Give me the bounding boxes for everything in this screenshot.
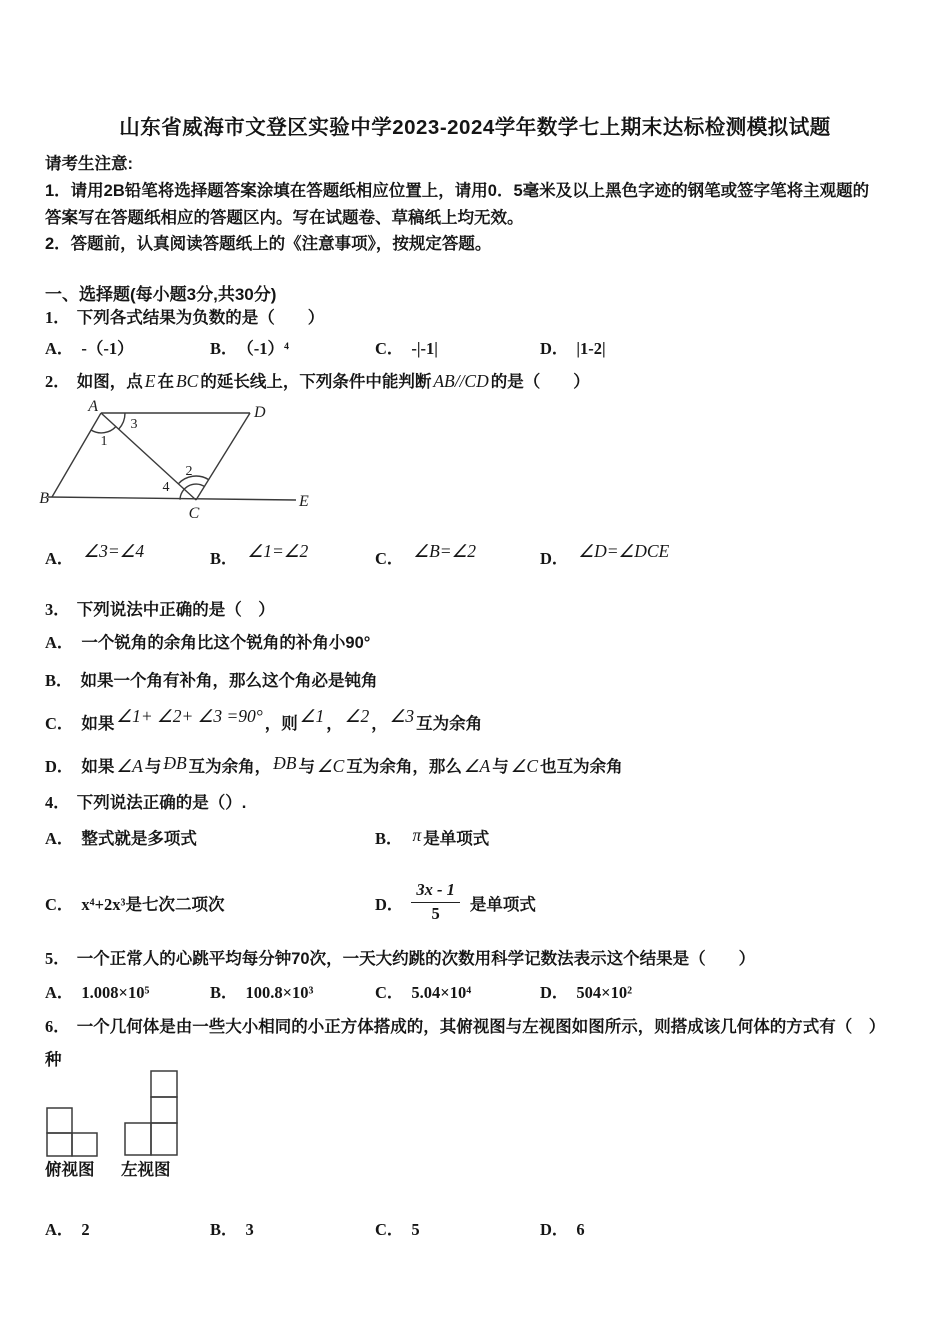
q5-option-c: C． 5.04×10⁴ xyxy=(375,983,472,1002)
q2-option-a: A． ∠3=∠4 xyxy=(45,541,145,568)
question-5-options xyxy=(45,979,907,1007)
question-3-text: 下列说法中正确的是（ ） xyxy=(76,601,275,619)
q4-option-c: C． x⁴+2x³是七次二项次 xyxy=(45,894,225,914)
question-6-options xyxy=(45,1216,907,1244)
angle-label-2: 2 xyxy=(185,464,193,479)
q2-geometry-figure xyxy=(38,398,328,524)
section-heading: 一、选择题(每小题3分,共30分) xyxy=(45,285,277,304)
question-1-text: 下列各式结果为负数的是（ ） xyxy=(76,309,325,327)
q6-option-b: B． 3 xyxy=(210,1220,254,1239)
q1-option-a: A． -（-1） xyxy=(45,339,134,358)
angle-label-3: 3 xyxy=(130,417,138,432)
question-6-stem-line-1: 6． 一个几何体是由一些大小相同的小正方体搭成的，其俯视图与左视图如图所示，则搭成该几何体的方式有（ ） xyxy=(45,1017,886,1036)
question-3-number: 3． xyxy=(45,600,70,619)
q4-option-b: B． π 是单项式 xyxy=(375,825,490,848)
q3-option-c: C． 如果 ∠1+ ∠2+ ∠3 =90° ，则 ∠1 ， ∠2 ， ∠3 互为余角 xyxy=(45,706,483,733)
angle-label-1: 1 xyxy=(100,434,108,449)
q1-option-b: B． （-1）⁴ xyxy=(210,339,289,358)
q6-top-view-figure xyxy=(46,1107,102,1159)
left-view-cells xyxy=(125,1071,177,1155)
figure-lines xyxy=(48,413,296,500)
question-2-options xyxy=(45,541,907,573)
angle-label-4: 4 xyxy=(162,480,170,495)
notice-heading: 请考生注意: xyxy=(45,155,133,173)
question-6-number: 6． xyxy=(45,1017,70,1036)
question-1-number: 1． xyxy=(45,308,70,327)
question-5-stem xyxy=(45,945,907,973)
question-4-number: 4． xyxy=(45,793,70,812)
point-label-b: B xyxy=(39,490,49,507)
question-3-stem xyxy=(45,596,907,624)
q2-option-d: D． ∠D=∠DCE xyxy=(540,541,670,568)
top-view-label: 俯视图 xyxy=(45,1161,95,1179)
question-2-number: 2． xyxy=(45,372,70,391)
question-5-number: 5． xyxy=(45,949,70,968)
q3-option-b: B． 如果一个角有补角，那么这个角必是钝角 xyxy=(45,671,378,690)
fraction: $\frac{3x - 1}{5}$ xyxy=(411,881,460,924)
q3-option-a: A． 一个锐角的余角比这个锐角的补角小90° xyxy=(45,633,371,652)
question-4-stem xyxy=(45,789,907,817)
q4-options-row-1 xyxy=(45,825,907,853)
question-6-stem-line-2: 种 xyxy=(45,1051,62,1069)
point-label-c: C xyxy=(188,505,200,522)
q4-option-d: D． $\frac{3x - 1}{5}$ 是单项式 xyxy=(375,880,536,923)
point-label-e: E xyxy=(299,493,309,510)
notice-item-1-line-2: 答案写在答题纸相应的答题区内。写在试题卷、草稿纸上均无效。 xyxy=(45,209,524,227)
q4-options-row-2 xyxy=(45,880,907,927)
q4-option-a: A． 整式就是多项式 xyxy=(45,829,197,848)
notice-item-1-line-1: 1．请用2B铅笔将选择题答案涂填在答题纸相应位置上，请用0．5毫米及以上黑色字迹的钢笔或签字笔将主观题的 xyxy=(45,182,870,200)
q5-option-d: D． 504×10² xyxy=(540,983,633,1002)
question-1-options xyxy=(45,335,907,363)
q6-option-c: C． 5 xyxy=(375,1220,420,1239)
q2-option-c: C． ∠B=∠2 xyxy=(375,541,477,568)
q6-option-a: A． 2 xyxy=(45,1220,90,1239)
left-view-label: 左视图 xyxy=(121,1161,171,1179)
q1-option-c: C． -|-1| xyxy=(375,339,438,358)
top-view-cells xyxy=(47,1108,97,1156)
q2-option-b: B． ∠1=∠2 xyxy=(210,541,309,568)
q1-option-d: D． |1-2| xyxy=(540,339,606,358)
question-5-text: 一个正常人的心跳平均每分钟70次，一天大约跳的次数用科学记数法表示这个结果是（ ） xyxy=(76,950,756,968)
page-title: 山东省威海市文登区实验中学2023-2024学年数学七上期末达标检测模拟试题 xyxy=(119,116,831,139)
point-label-d: D xyxy=(254,404,266,421)
q3-option-d: D． 如果 ∠A 与 ÐB 互为余角， ÐB 与 ∠C 互为余角，那么 ∠A 与 ∠C 也互为余角 xyxy=(45,753,623,776)
point-label-a: A xyxy=(88,398,98,415)
question-1-stem xyxy=(45,304,907,332)
q5-option-b: B． 100.8×10³ xyxy=(210,983,314,1002)
question-2-stem: 2． 如图，点 E 在 BC 的延长线上，下列条件中能判断 AB//CD 的是（ ） xyxy=(45,371,590,391)
q6-option-d: D． 6 xyxy=(540,1220,585,1239)
question-4-text: 下列说法正确的是（）. xyxy=(76,794,247,812)
q6-left-view-figure xyxy=(124,1070,182,1158)
q5-option-a: A． 1.008×10⁵ xyxy=(45,983,150,1002)
notice-item-2: 2．答题前，认真阅读答题纸上的《注意事项》，按规定答题。 xyxy=(45,235,492,253)
figure-point-labels xyxy=(39,398,309,522)
